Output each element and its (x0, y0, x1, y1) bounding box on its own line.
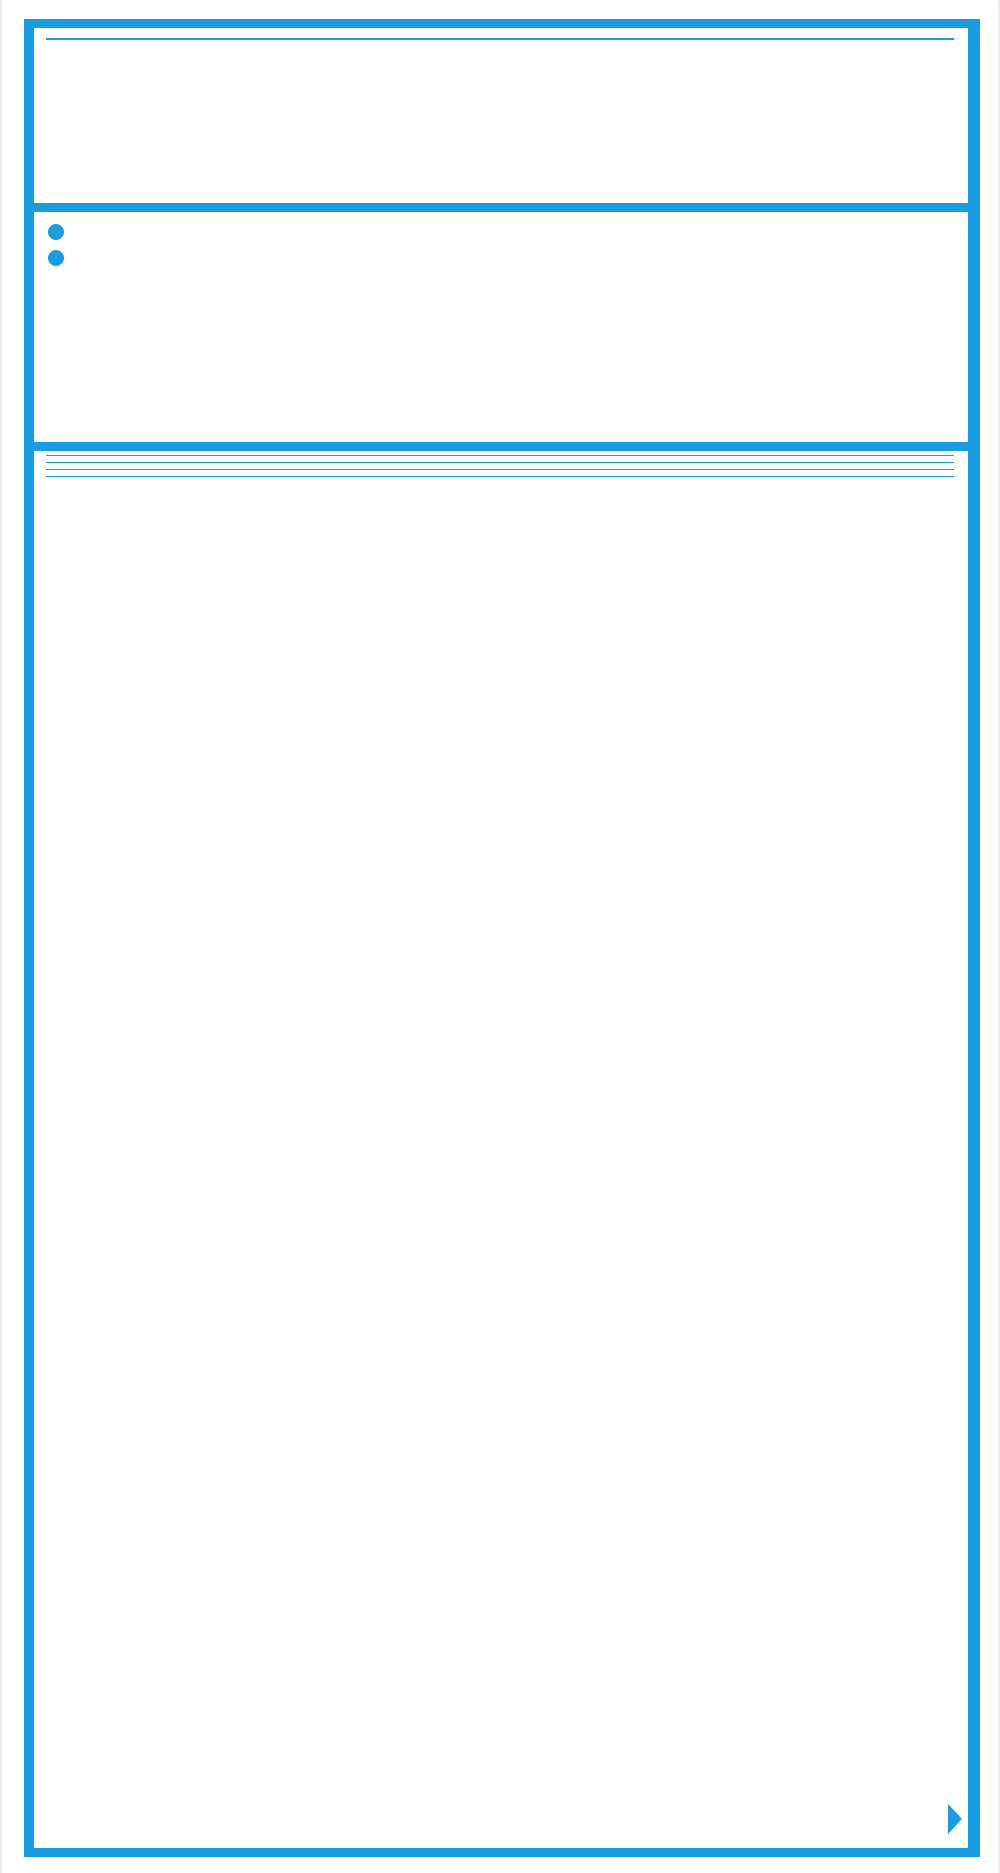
uses-fever-item (46, 240, 954, 266)
title-rule (46, 38, 954, 40)
drug-facts-title (46, 28, 881, 36)
section-divider (46, 469, 954, 470)
uses-title (46, 212, 881, 216)
drug-facts-header-box (34, 28, 968, 203)
continue-arrow-icon (948, 1804, 962, 1834)
warnings-box (34, 451, 968, 1848)
uses-intro-item (46, 214, 954, 240)
section-divider (46, 462, 954, 463)
drug-facts-frame (24, 19, 980, 1857)
bullet-icon (48, 224, 64, 240)
bullet-icon (48, 250, 64, 266)
uses-box (34, 212, 968, 442)
warnings-title (46, 451, 881, 454)
section-divider (46, 455, 954, 456)
section-divider (46, 476, 954, 477)
